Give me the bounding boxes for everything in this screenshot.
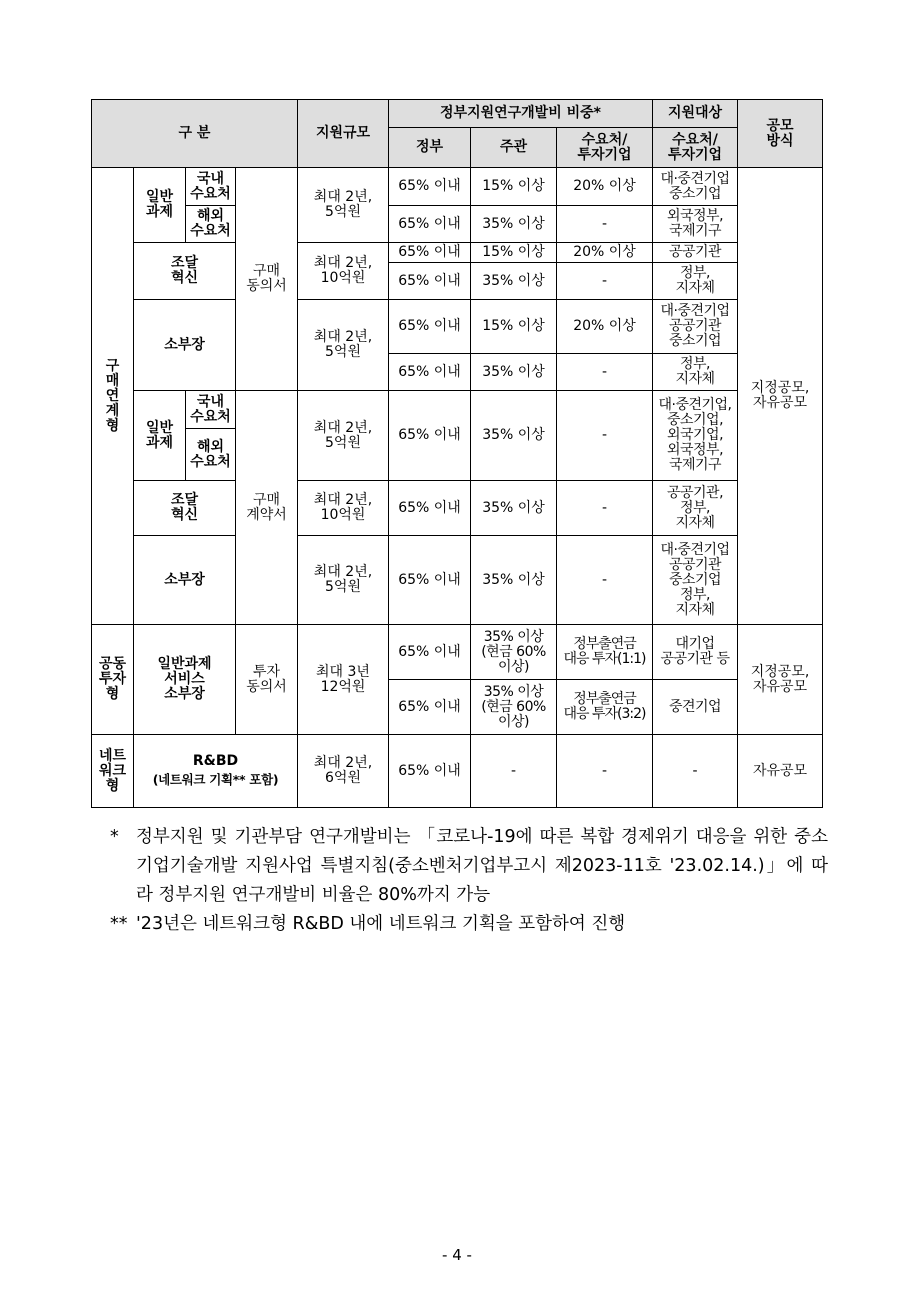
demand-cell: - — [557, 536, 653, 625]
scale-cell: 최대 2년, 5억원 — [298, 391, 389, 481]
header-demand-investor: 수요처/ 투자기업 — [557, 128, 653, 168]
lead-cell: 15% 이상 — [471, 243, 557, 263]
header-lead: 주관 — [471, 128, 557, 168]
scale-cell: 최대 2년, 6억원 — [298, 735, 389, 808]
target-cell: 대·중견기업 공공기관 중소기업 정부, 지자체 — [653, 536, 738, 625]
demand-cell: 20% 이상 — [557, 243, 653, 263]
network-desc — [134, 735, 298, 808]
gov-cell: 65% 이내 — [389, 391, 471, 481]
overseas-demand: 해외 수요처 — [186, 429, 236, 481]
scale-cell: 최대 2년, 5억원 — [298, 300, 389, 391]
header-method: 공모 방식 — [738, 100, 823, 168]
lead-cell: 35% 이상 — [471, 481, 557, 536]
footnote-text: 정부지원 및 기관부담 연구개발비는 「코로나-19에 따른 복합 경제위기 대응을 위한 중소기업기술개발 지원사업 특별지침(중소벤처기업부고시 제2023-11호 '23.02.14.)」에 따라 정부지원 연구개발비 비율은 80%까지 가능 — [136, 827, 828, 905]
lead-cell: 15% 이상 — [471, 168, 557, 206]
footnote — [108, 910, 828, 939]
footnote-text: '23년은 네트워크형 R&BD 내에 네트워크 기획을 포함하여 진행 — [136, 914, 626, 934]
demand-cell: - — [557, 735, 653, 808]
sobujang: 소부장 — [134, 536, 236, 625]
target-cell: - — [653, 735, 738, 808]
gov-cell: 65% 이내 — [389, 168, 471, 206]
type-network: 네트 워크 형 — [92, 735, 134, 808]
gov-cell: 65% 이내 — [389, 243, 471, 263]
lead-cell: 35% 이상 (현금 60% 이상) — [471, 625, 557, 680]
target-cell: 정부, 지자체 — [653, 354, 738, 391]
gov-cell: 65% 이내 — [389, 536, 471, 625]
type-joint: 공동 투자 형 — [92, 625, 134, 735]
domestic-demand: 국내 수요처 — [186, 391, 236, 429]
demand-cell: 정부출연금 대응 투자(1:1) — [557, 625, 653, 680]
scale-cell: 최대 2년, 5억원 — [298, 536, 389, 625]
joint-desc: 일반과제 서비스 소부장 — [134, 625, 236, 735]
gov-cell: 65% 이내 — [389, 735, 471, 808]
lead-cell: 15% 이상 — [471, 300, 557, 354]
demand-cell: - — [557, 391, 653, 481]
target-cell: 대기업 공공기관 등 — [653, 625, 738, 680]
header-gov-ratio: 정부지원연구개발비 비중* — [389, 100, 653, 128]
gov-cell: 65% 이내 — [389, 481, 471, 536]
header-target-group: 지원대상 — [653, 100, 738, 128]
header-gov: 정부 — [389, 128, 471, 168]
demand-cell: 20% 이상 — [557, 300, 653, 354]
demand-cell: - — [557, 354, 653, 391]
footnote-marker: * — [110, 827, 119, 847]
footnotes — [108, 823, 828, 939]
general-task: 일반 과제 — [134, 168, 186, 243]
target-cell: 정부, 지자체 — [653, 263, 738, 300]
lead-cell: 35% 이상 — [471, 391, 557, 481]
method-purchase: 지정공모, 자유공모 — [738, 168, 823, 625]
lead-cell: 35% 이상 — [471, 206, 557, 243]
procurement-innovation: 조달 혁신 — [134, 243, 236, 300]
demand-cell: 20% 이상 — [557, 168, 653, 206]
domestic-demand: 국내 수요처 — [186, 168, 236, 206]
demand-cell: 정부출연금 대응 투자(3:2) — [557, 680, 653, 735]
agreement-consent: 구매 동의서 — [236, 168, 298, 391]
gov-cell: 65% 이내 — [389, 300, 471, 354]
network-title: R&BD — [192, 753, 239, 769]
footnote — [108, 823, 828, 910]
lead-cell: 35% 이상 — [471, 263, 557, 300]
target-cell: 대·중견기업 공공기관 중소기업 — [653, 300, 738, 354]
gov-cell: 65% 이내 — [389, 263, 471, 300]
demand-cell: - — [557, 206, 653, 243]
type-purchase: 구 매 연 계 형 — [92, 168, 134, 625]
page-number: - 4 - — [442, 1246, 472, 1264]
demand-cell: - — [557, 263, 653, 300]
scale-cell: 최대 3년 12억원 — [298, 625, 389, 735]
gov-cell: 65% 이내 — [389, 354, 471, 391]
target-cell: 외국정부, 국제기구 — [653, 206, 738, 243]
overseas-demand: 해외 수요처 — [186, 206, 236, 243]
target-cell: 대·중견기업 중소기업 — [653, 168, 738, 206]
target-cell: 공공기관 — [653, 243, 738, 263]
target-cell: 대·중견기업, 중소기업, 외국기업, 외국정부, 국제기구 — [653, 391, 738, 481]
header-category: 구 분 — [92, 100, 298, 168]
agreement-investment: 투자 동의서 — [236, 625, 298, 735]
scale-cell: 최대 2년, 5억원 — [298, 168, 389, 243]
demand-cell: - — [557, 481, 653, 536]
agreement-contract: 구매 계약서 — [236, 391, 298, 625]
gov-cell: 65% 이내 — [389, 680, 471, 735]
lead-cell: - — [471, 735, 557, 808]
support-table — [91, 99, 823, 808]
header-scale: 지원규모 — [298, 100, 389, 168]
lead-cell: 35% 이상 — [471, 536, 557, 625]
sobujang: 소부장 — [134, 300, 236, 391]
lead-cell: 35% 이상 — [471, 354, 557, 391]
method-network: 자유공모 — [738, 735, 823, 808]
method-joint: 지정공모, 자유공모 — [738, 625, 823, 735]
gov-cell: 65% 이내 — [389, 625, 471, 680]
target-cell: 공공기관, 정부, 지자체 — [653, 481, 738, 536]
header-target-demand-investor: 수요처/ 투자기업 — [653, 128, 738, 168]
target-cell: 중견기업 — [653, 680, 738, 735]
general-task: 일반 과제 — [134, 391, 186, 481]
lead-cell: 35% 이상 (현금 60% 이상) — [471, 680, 557, 735]
procurement-innovation: 조달 혁신 — [134, 481, 236, 536]
network-subtitle: (네트워크 기획** 포함) — [152, 772, 279, 787]
gov-cell: 65% 이내 — [389, 206, 471, 243]
footnote-marker: ** — [110, 914, 128, 934]
scale-cell: 최대 2년, 10억원 — [298, 243, 389, 300]
scale-cell: 최대 2년, 10억원 — [298, 481, 389, 536]
